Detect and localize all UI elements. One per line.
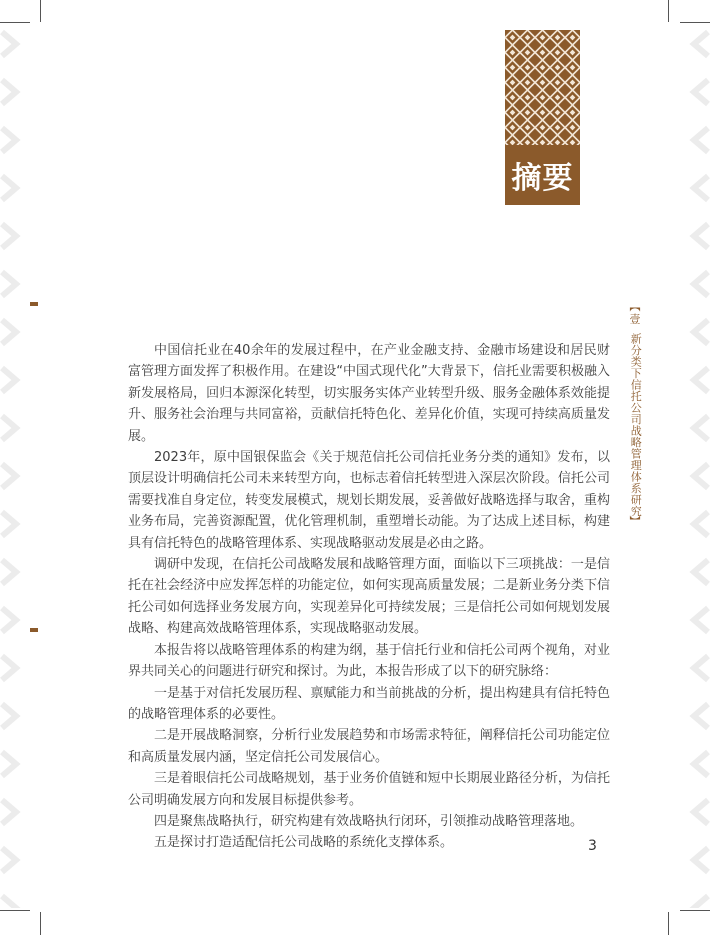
paragraph: 四是聚焦战略执行，研究构建有效战略执行闭环，引领推动战略管理落地。 xyxy=(154,813,584,829)
bracket-close-icon: ︼ xyxy=(629,514,641,528)
paragraph: 一是基于对信托发展历程、禀赋能力和当前挑战的分析，提出构建具有信托特色的战略管理体系的必要性。 xyxy=(128,685,610,722)
paragraph: 本报告将以战略管理体系的构建为纲，基于信托行业和信托公司两个视角，对业界共同关心的问题进行研究和探讨。为此，本报告形成了以下的研究脉络： xyxy=(128,642,610,680)
paragraph: 中国信托业在40余年的发展过程中，在产业金融支持、金融市场建设和居民财富管理方面发挥了积极作用。在建设“中国式现代化”大背景下，信托业需要积极融入新发展格局，回归本源深化转型，切实服务实体产业转型升级、服务金融体系效能提升、服务社会治理与共同富裕，贡献信托特色化、差异化价值，实现可持续高质量发展。 xyxy=(128,343,610,444)
page-number: 3 xyxy=(588,838,597,854)
bracket-open-icon: ︻ xyxy=(629,300,641,313)
crop-mark xyxy=(40,0,41,22)
paragraph: 2023年，原中国银保监会《关于规范信托公司信托业务分类的通知》发布，以顶层设计明确信托公司未来转型方向，也标志着信托转型进入深层次阶段。信托公司需要找准自身定位，转变发展模式，规划长期发展，妥善做好战略选择与取舍，重构业务布局，完善资源配置，优化管理机制，重塑增长动能。为了达成上述目标，构建具有信托特色的战略管理体系、实现战略驱动发展是必由之路。 xyxy=(128,450,610,551)
paragraph: 调研中发现，在信托公司战略发展和战略管理方面，面临以下三项挑战：一是信托在社会经济中应发挥怎样的功能定位，如何实现高质量发展；二是新业务分类下信托公司如何选择业务发展方向，实现差异化可持续发展；三是信托公司如何规划发展战略、构建高效战略管理体系，实现战略驱动发展。 xyxy=(128,557,610,637)
margin-marker xyxy=(30,302,38,306)
summary-body xyxy=(128,340,610,854)
decorative-fret-pattern xyxy=(505,30,580,145)
decorative-chevron-border xyxy=(688,28,710,908)
crop-mark xyxy=(680,910,710,911)
decorative-chevron-border xyxy=(0,28,22,908)
paragraph: 二是开展战略洞察，分析行业发展趋势和市场需求特征，阐释信托公司功能定位和高质量发展内涵，坚定信托公司发展信心。 xyxy=(128,728,610,765)
crop-mark xyxy=(680,22,710,23)
running-chapter-title xyxy=(627,302,643,527)
crop-mark xyxy=(668,912,669,935)
paragraph: 五是探讨打造适配信托公司战略的系统化支撑体系。 xyxy=(154,835,454,851)
chapter-title-text: 新分类下信托公司战略管理体系研究 xyxy=(629,332,643,517)
paragraph: 三是着眼信托公司战略规划，基于业务价值链和短中长期展业路径分析，为信托公司明确发展方向和发展目标提供参考。 xyxy=(128,771,610,808)
crop-mark xyxy=(0,22,30,23)
crop-mark xyxy=(40,912,41,935)
crop-mark xyxy=(668,0,669,22)
section-title: 摘要 xyxy=(505,145,580,205)
crop-mark xyxy=(0,910,30,911)
chapter-number: 壹 xyxy=(629,313,641,326)
margin-marker xyxy=(30,628,38,632)
